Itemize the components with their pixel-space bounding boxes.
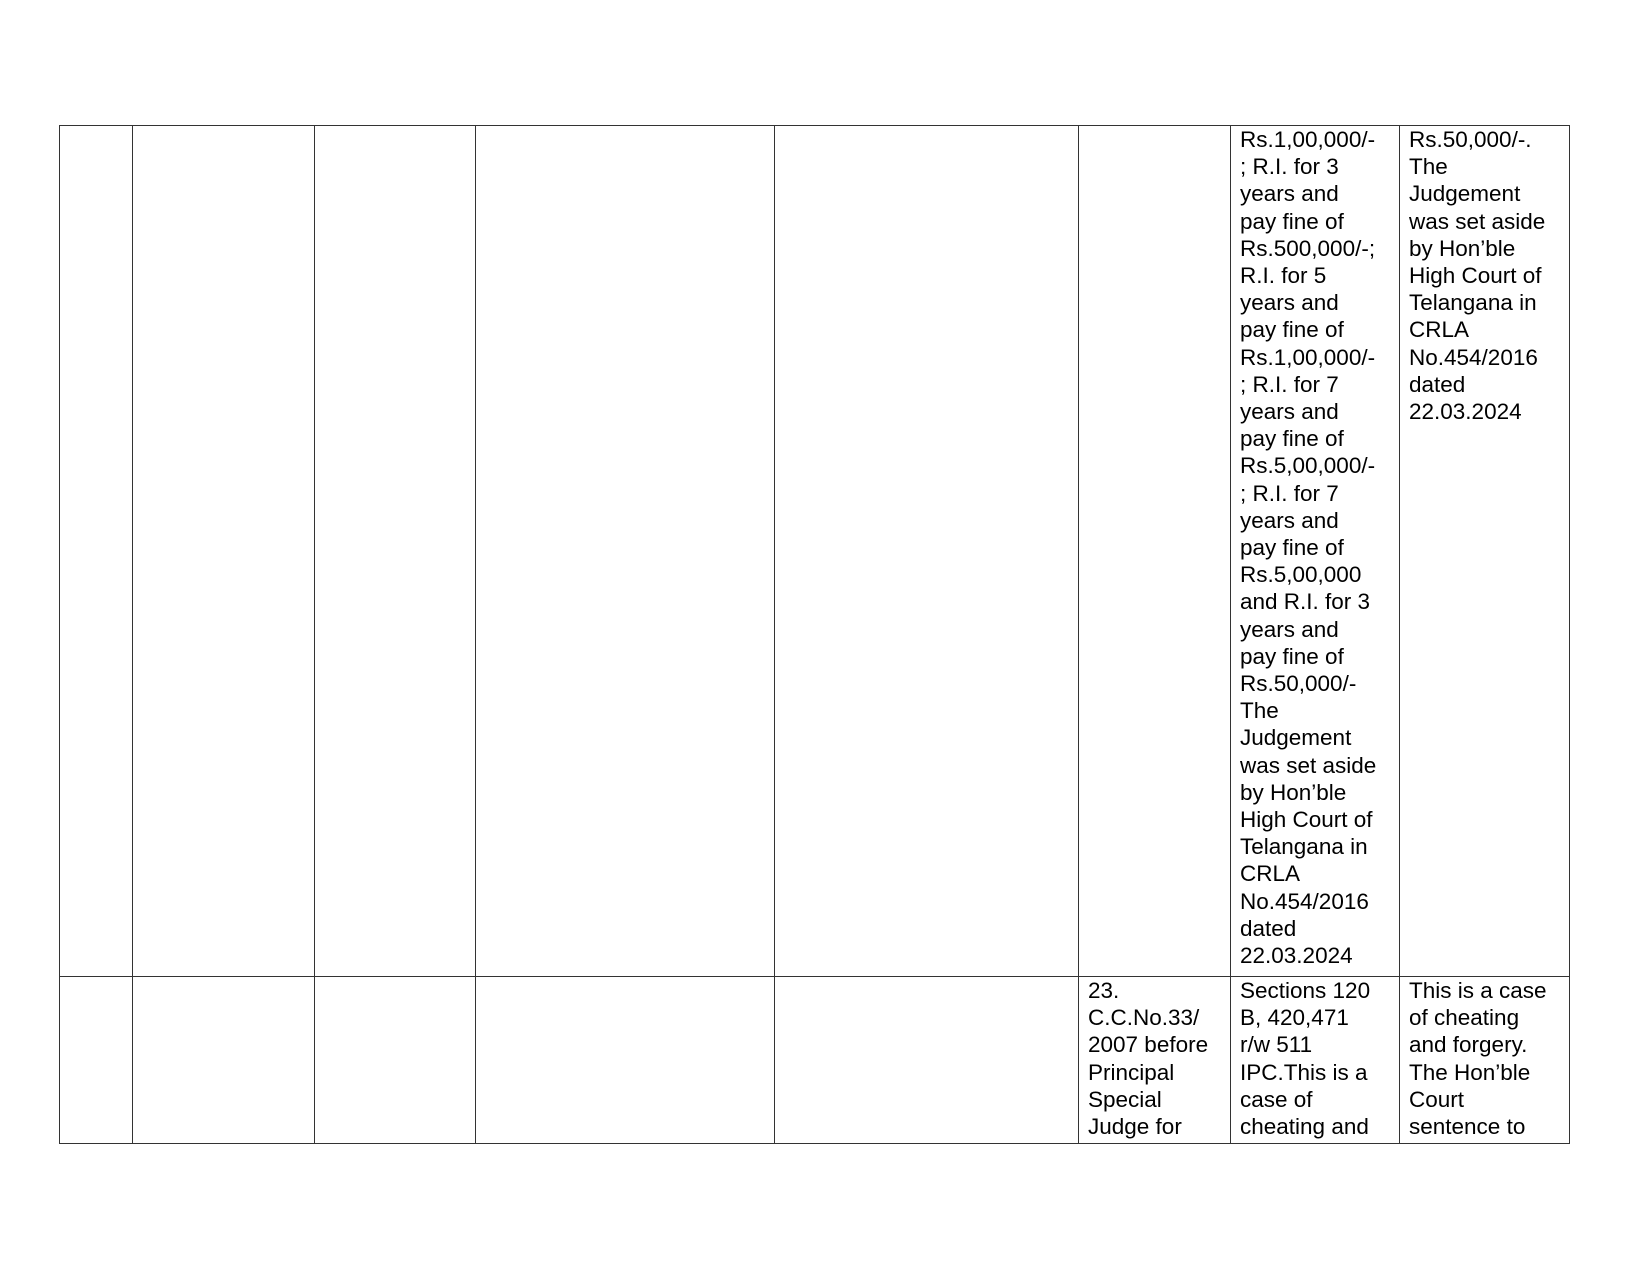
cell-text-line: years and <box>1240 181 1339 207</box>
cell-text-line: Rs.500,000/-; <box>1240 235 1376 261</box>
cell-text-line: Telangana in <box>1409 290 1537 316</box>
cell-text-line: pay fine of <box>1240 317 1344 343</box>
cell-text-line: Rs.50,000/- <box>1240 671 1357 697</box>
cell-text-line: C.C.No.33/ <box>1088 1005 1200 1031</box>
cell-text-line: was set aside <box>1240 752 1377 778</box>
cell-text-line: CRLA <box>1240 861 1301 887</box>
cell-text-line: Rs.5,00,000/- <box>1240 453 1376 479</box>
cell-text-line: No.454/2016 <box>1409 344 1538 370</box>
cell-text-line: Special <box>1088 1086 1162 1112</box>
table-cell <box>1079 126 1231 977</box>
cell-text-line: 23. <box>1088 978 1120 1003</box>
table-cell <box>315 977 476 1144</box>
cell-text-line: r/w 511 <box>1240 1032 1313 1058</box>
cell-text-line: by Hon’ble <box>1240 779 1347 805</box>
cell-text-line: IPC.This is a <box>1240 1059 1368 1085</box>
cell-text-line: ; R.I. for 3 <box>1240 154 1339 180</box>
cell-text-line: The Hon’ble <box>1409 1059 1531 1085</box>
cell-text-line: Judgement <box>1240 725 1352 751</box>
cell-text-line: sentence to <box>1409 1114 1526 1140</box>
table-cell <box>315 126 476 977</box>
cell-text-line: 22.03.2024 <box>1240 943 1353 969</box>
table-cell <box>1231 977 1400 1144</box>
table-cell <box>133 977 315 1144</box>
cell-text-line: years and <box>1240 507 1339 533</box>
cell-text-line: by Hon’ble <box>1409 235 1516 261</box>
cell-text-line: This is a case <box>1409 978 1547 1003</box>
cell-text-line: Rs.1,00,000/- <box>1240 127 1376 152</box>
cell-text-line: Principal <box>1088 1059 1175 1085</box>
cell-text-line: dated <box>1240 915 1297 941</box>
cell-text-line: Judgement <box>1409 181 1521 207</box>
table-cell <box>1079 977 1231 1144</box>
cell-text-line: CRLA <box>1409 317 1470 343</box>
table-cell <box>476 126 775 977</box>
case-table <box>59 125 1570 1144</box>
cell-text-line: Sections 120 <box>1240 978 1371 1003</box>
cell-text-line: years and <box>1240 290 1339 316</box>
table-cell <box>60 126 133 977</box>
table-cell <box>1231 126 1400 977</box>
table-cell <box>476 977 775 1144</box>
cell-text-line: and forgery. <box>1409 1032 1528 1058</box>
cell-text-line: pay fine of <box>1240 535 1344 561</box>
cell-text-line: years and <box>1240 616 1339 642</box>
table-row <box>60 126 1570 977</box>
cell-text-line: Judge for <box>1088 1114 1182 1140</box>
table-cell <box>1400 977 1570 1144</box>
cell-text-line: Rs.50,000/-. <box>1409 127 1532 152</box>
cell-text-line: No.454/2016 <box>1240 888 1369 914</box>
table-row <box>60 977 1570 1144</box>
cell-text-line: B, 420,471 <box>1240 1005 1349 1031</box>
cell-text-line: pay fine of <box>1240 208 1344 234</box>
cell-text-line: 22.03.2024 <box>1409 399 1522 425</box>
cell-text-line: years and <box>1240 399 1339 425</box>
cell-text-line: pay fine of <box>1240 426 1344 452</box>
cell-text-line: of cheating <box>1409 1005 1520 1031</box>
cell-text-line: High Court of <box>1409 263 1542 289</box>
cell-text-line: High Court of <box>1240 807 1373 833</box>
cell-text-line: Court <box>1409 1086 1465 1112</box>
table-cell <box>775 977 1079 1144</box>
cell-text-line: ; R.I. for 7 <box>1240 480 1339 506</box>
table-cell <box>1400 126 1570 977</box>
cell-text-line: dated <box>1409 371 1466 397</box>
cell-text-line: cheating and <box>1240 1114 1369 1140</box>
cell-text-line: 2007 before <box>1088 1032 1209 1058</box>
cell-text-line: pay fine of <box>1240 643 1344 669</box>
table-cell <box>775 126 1079 977</box>
cell-text-line: Telangana in <box>1240 834 1368 860</box>
cell-text-line: ; R.I. for 7 <box>1240 371 1339 397</box>
cell-text-line: The <box>1409 154 1448 180</box>
cell-text-line: Rs.1,00,000/- <box>1240 344 1376 370</box>
cell-text-line: and R.I. for 3 <box>1240 589 1371 615</box>
cell-text-line: case of <box>1240 1086 1313 1112</box>
table-cell <box>133 126 315 977</box>
cell-text-line: was set aside <box>1409 208 1546 234</box>
cell-text-line: The <box>1240 698 1279 724</box>
table-cell <box>60 977 133 1144</box>
cell-text-line: R.I. for 5 <box>1240 263 1327 289</box>
cell-text-line: Rs.5,00,000 <box>1240 562 1362 588</box>
